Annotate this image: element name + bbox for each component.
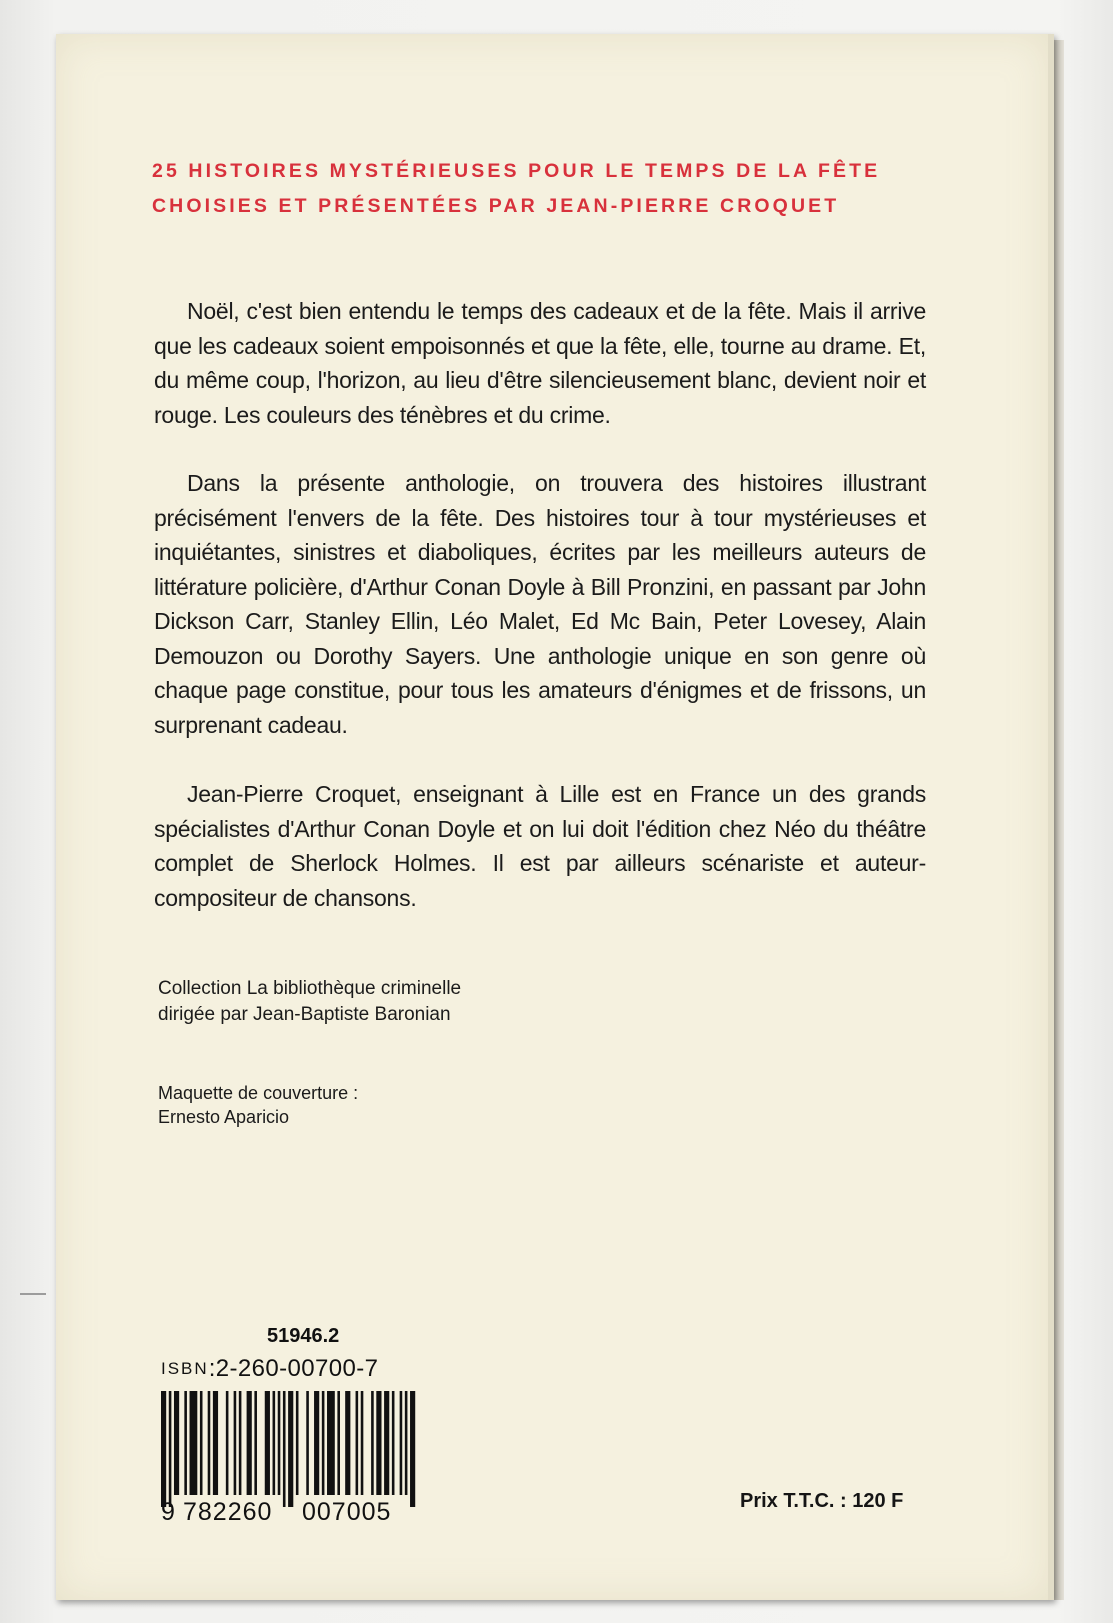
blurb-paragraph-1-text: Noël, c'est bien entendu le temps des cadeaux et de la fête. Mais il arrive que les cadeaux soient empoisonnés et que la fête, elle, tourne au drame. Et, du même coup, l'horizon, au lieu d'être silencieusement blanc, devient noir et rouge. Les couleurs des ténèbres et du crime. [154, 298, 926, 428]
blurb-paragraph-2 [154, 466, 926, 742]
barcode-digits [161, 1498, 391, 1527]
barcode-graphic [161, 1391, 423, 1507]
maquette-line-1: Maquette de couverture : [158, 1083, 359, 1103]
isbn-number: :2-260-00700-7 [208, 1355, 379, 1382]
isbn-label [161, 1355, 378, 1383]
cover-design-credit [158, 1081, 358, 1129]
pencil-mark [20, 1293, 46, 1295]
blurb-paragraph-3-text: Jean-Pierre Croquet, enseignant à Lille est en France un des grands spécialistes d'Arthur Conan Doyle et on lui doit l'édition chez Néo du théâtre complet de Sherlock Holmes. Il est par ailleurs scénariste et auteur-compositeur de chansons. [154, 781, 926, 911]
barcode-digits-left: 782260 [183, 1498, 273, 1526]
blurb-paragraph-1 [154, 294, 926, 432]
headline-line-2: CHOISIES ET PRÉSENTÉES PAR JEAN-PIERRE CROQUET [152, 195, 840, 217]
collection-line-1: Collection La bibliothèque criminelle [158, 978, 462, 999]
isbn-prefix: ISBN [161, 1359, 209, 1378]
headline-line-1: 25 HISTOIRES MYSTÉRIEUSES POUR LE TEMPS DE LA FÊTE [152, 160, 881, 182]
price-label: Prix T.T.C. : 120 F [740, 1490, 904, 1512]
catalog-code: 51946.2 [267, 1325, 340, 1347]
maquette-line-2: Ernesto Aparicio [158, 1107, 290, 1127]
barcode-digits-right: 007005 [302, 1498, 392, 1526]
blurb-paragraph-3 [154, 777, 926, 915]
collection-line-2: dirigée par Jean-Baptiste Baronian [158, 1004, 451, 1025]
collection-credit [158, 976, 461, 1028]
blurb-paragraph-2-text: Dans la présente anthologie, on trouvera des histoires illustrant précisément l'envers de la fête. Des histoires tour à tour mystérieuses et inquiétantes, sinistres et diaboliques, écrites par les meilleurs auteurs de littérature policière, d'Arthur Conan Doyle à Bill Pronzini, en passant par John Dickson Carr, Stanley Ellin, Léo Malet, Ed Mc Bain, Peter Lovesey, Alain Demouzon ou Dorothy Sayers. Une anthologie unique en son genre où chaque page constitue, pour tous les amateurs d'énigmes et de frissons, un surprenant cadeau. [154, 470, 926, 738]
barcode-digit-first: 9 [161, 1498, 175, 1526]
